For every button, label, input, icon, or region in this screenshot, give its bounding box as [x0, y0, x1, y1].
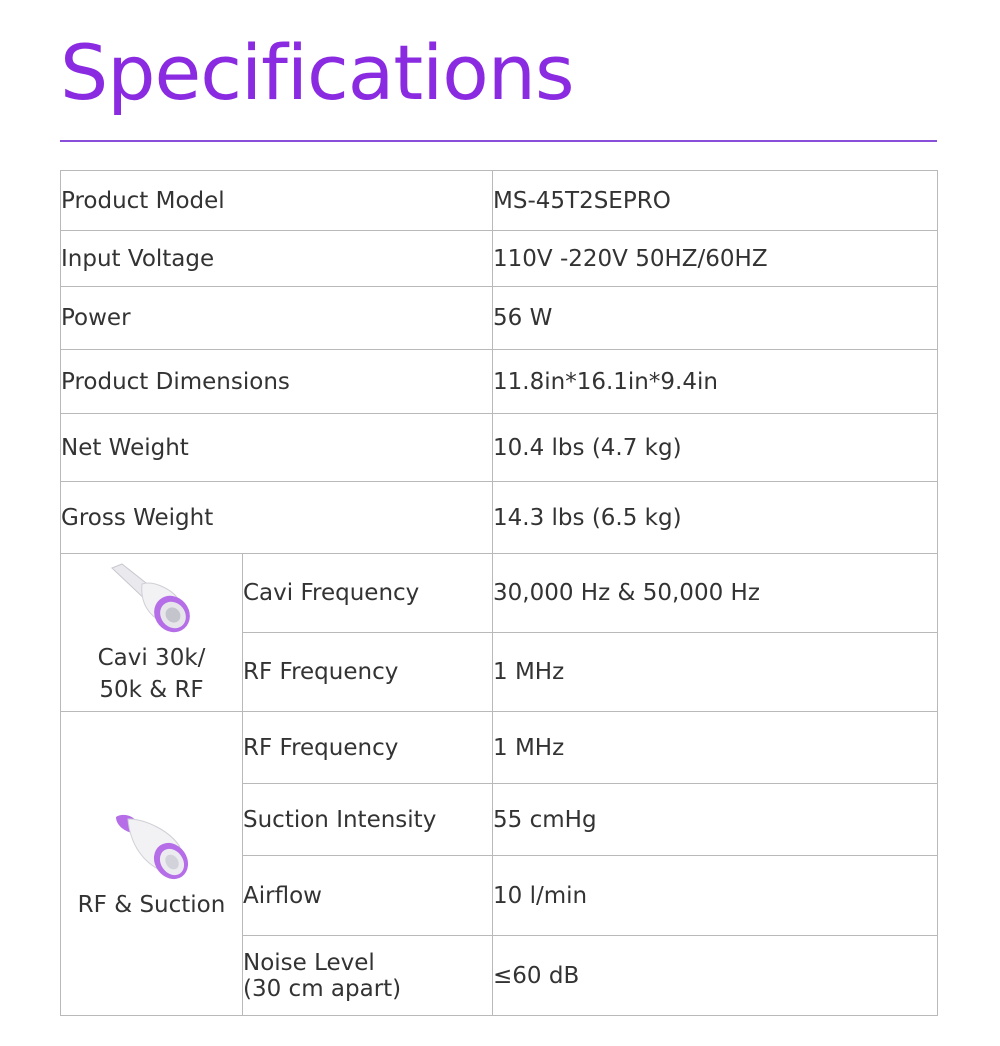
handpiece-group-cavi — [61, 554, 243, 712]
spec-label-note: (30 cm apart) — [243, 975, 402, 1002]
spec-label: Product Model — [61, 171, 493, 231]
spec-label: Product Dimensions — [61, 350, 493, 414]
spec-value: ≤60 dB — [493, 936, 938, 1016]
spec-value: 1 MHz — [493, 633, 938, 712]
table-row — [61, 712, 938, 784]
table-row — [61, 554, 938, 633]
spec-label-multiline — [243, 936, 493, 1016]
spec-value: MS-45T2SEPRO — [493, 171, 938, 231]
spec-value: 11.8in*16.1in*9.4in — [493, 350, 938, 414]
spec-label: Suction Intensity — [243, 784, 493, 856]
specifications-table — [60, 170, 938, 1016]
rf-suction-handpiece-icon — [102, 807, 202, 885]
table-row — [61, 350, 938, 414]
title-divider — [60, 140, 937, 142]
spec-value: 56 W — [493, 287, 938, 350]
page-title: Specifications — [60, 28, 574, 117]
spec-label: Power — [61, 287, 493, 350]
cavitation-handpiece-icon — [102, 560, 202, 638]
table-row — [61, 482, 938, 554]
spec-label: Net Weight — [61, 414, 493, 482]
spec-value: 55 cmHg — [493, 784, 938, 856]
spec-label: Noise Level — [243, 949, 375, 976]
table-row — [61, 414, 938, 482]
spec-value: 30,000 Hz & 50,000 Hz — [493, 554, 938, 633]
handpiece-group-rf-suction — [61, 712, 243, 1016]
spec-label: Cavi Frequency — [243, 554, 493, 633]
group-name-line1: RF & Suction — [77, 891, 226, 918]
group-name-line1: Cavi 30k/ — [97, 644, 206, 671]
spec-value: 14.3 lbs (6.5 kg) — [493, 482, 938, 554]
spec-label: RF Frequency — [243, 633, 493, 712]
spec-label: Input Voltage — [61, 231, 493, 287]
spec-value: 110V -220V 50HZ/60HZ — [493, 231, 938, 287]
table-row — [61, 231, 938, 287]
table-row — [61, 171, 938, 231]
group-name-line2: 50k & RF — [99, 676, 204, 703]
spec-label: Gross Weight — [61, 482, 493, 554]
table-row — [61, 287, 938, 350]
spec-value: 10.4 lbs (4.7 kg) — [493, 414, 938, 482]
spec-value: 10 l/min — [493, 856, 938, 936]
spec-value: 1 MHz — [493, 712, 938, 784]
spec-label: Airflow — [243, 856, 493, 936]
spec-label: RF Frequency — [243, 712, 493, 784]
